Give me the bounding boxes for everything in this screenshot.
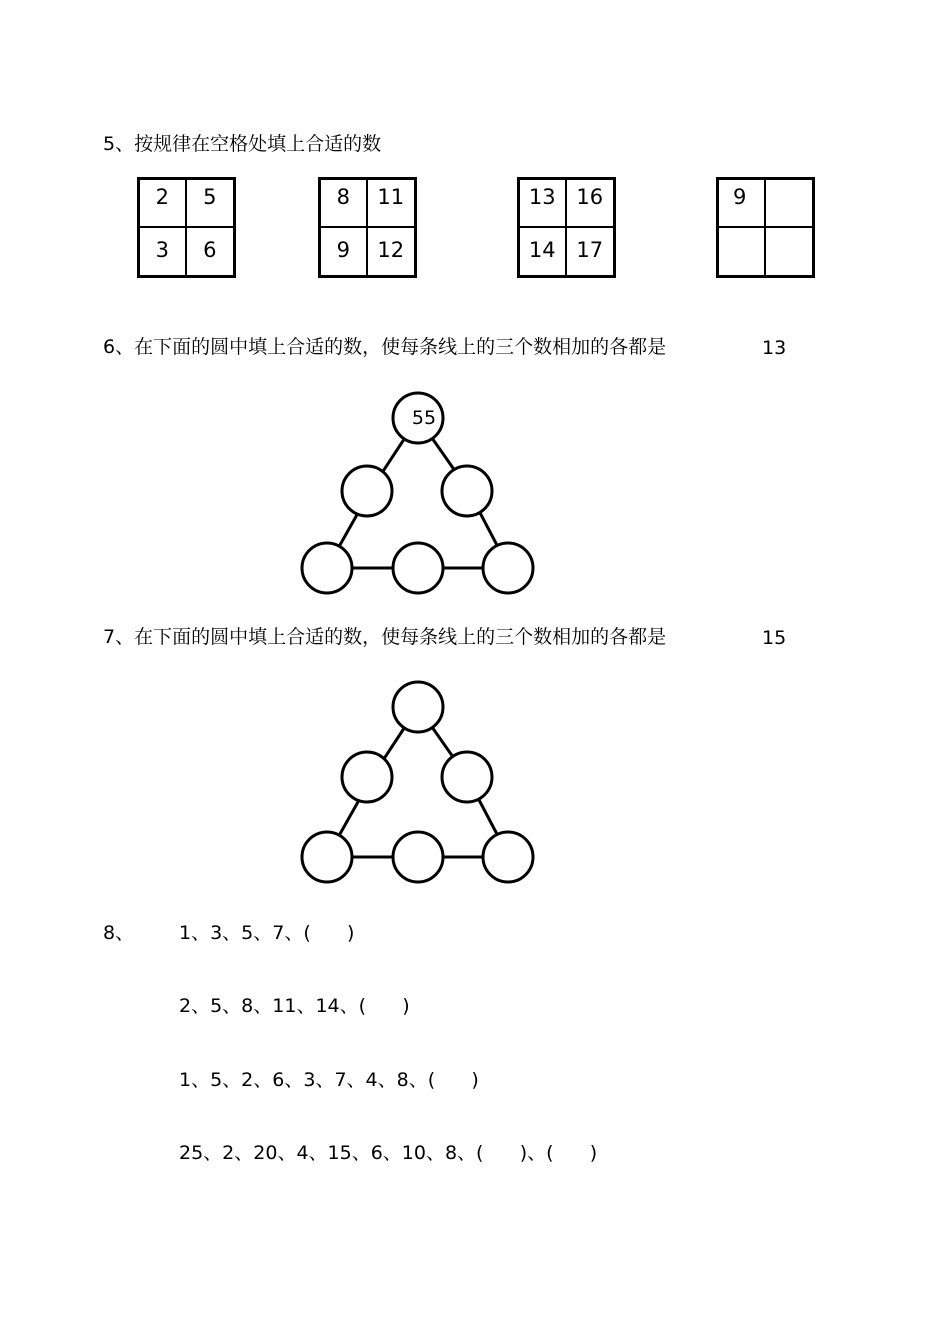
grid-cell: 5 xyxy=(187,180,234,228)
grid-cell: 6 xyxy=(203,237,217,262)
circle-right-middle[interactable] xyxy=(442,752,492,802)
circle-left-middle[interactable] xyxy=(342,466,392,516)
sequence-row-2: 2、5、8、11、14、( ) xyxy=(179,995,410,1017)
circle-top-value: 55 xyxy=(411,407,437,429)
q6-target-sum: 13 xyxy=(762,337,787,359)
grid-cell: 16 xyxy=(567,180,614,228)
q8-label: 8、 xyxy=(103,922,135,944)
number-grid-4 xyxy=(716,177,815,278)
circle-bottom-left[interactable] xyxy=(302,543,352,593)
circle-bottom-left[interactable] xyxy=(302,832,352,882)
number-grid-2 xyxy=(318,177,417,278)
circle-bottom-right[interactable] xyxy=(483,543,533,593)
grid-cell: 13 xyxy=(520,180,567,228)
circle-bottom-middle[interactable] xyxy=(393,832,443,882)
circle-bottom-middle[interactable] xyxy=(393,543,443,593)
circle-top[interactable] xyxy=(393,682,443,732)
q5-title: 5、按规律在空格处填上合适的数 xyxy=(103,133,382,155)
grid-cell-blank[interactable] xyxy=(766,228,813,276)
grid-cell: 14 xyxy=(520,228,567,276)
q7-triangle-diagram xyxy=(302,682,536,886)
grid-cell: 12 xyxy=(377,237,405,262)
q7-title: 7、在下面的圆中填上合适的数，使每条线上的三个数相加的各都是 xyxy=(103,626,667,648)
grid-cell: 9 xyxy=(719,180,766,228)
grid-cell: 2 xyxy=(140,180,187,228)
number-grid-3 xyxy=(517,177,616,278)
q6-title: 6、在下面的圆中填上合适的数，使每条线上的三个数相加的各都是 xyxy=(103,336,667,358)
grid-cell: 3 xyxy=(140,228,187,276)
circle-right-middle[interactable] xyxy=(442,466,492,516)
sequence-row-4: 25、2、20、4、15、6、10、8、( )、( ) xyxy=(179,1142,598,1164)
grid-cell-blank[interactable] xyxy=(719,228,766,276)
sequence-row-1: 1、3、5、7、( ) xyxy=(179,922,355,944)
grid-cell: 17 xyxy=(576,237,604,262)
grid-cell: 11 xyxy=(368,180,415,228)
grid-cell: 8 xyxy=(321,180,368,228)
circle-bottom-right[interactable] xyxy=(483,832,533,882)
circle-left-middle[interactable] xyxy=(342,752,392,802)
grid-cell: 9 xyxy=(321,228,368,276)
number-grid-1 xyxy=(137,177,236,278)
q7-target-sum: 15 xyxy=(762,627,787,649)
q6-triangle-diagram xyxy=(302,393,536,597)
sequence-row-3: 1、5、2、6、3、7、4、8、( ) xyxy=(179,1069,479,1091)
grid-cell-blank[interactable] xyxy=(766,180,813,228)
